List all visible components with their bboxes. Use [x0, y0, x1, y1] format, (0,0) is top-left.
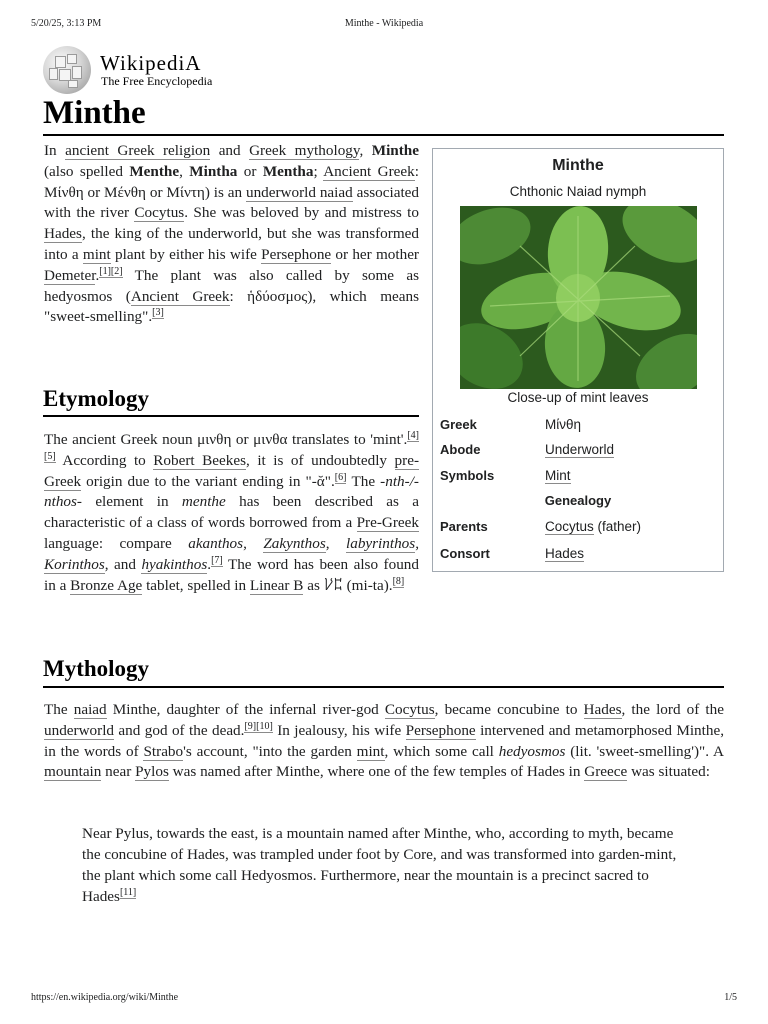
link-bronze-age[interactable]: Bronze Age [70, 576, 143, 594]
etymology-paragraph: The ancient Greek noun μινθη or μινθα translates to 'mint'.[4][5] According to Robert Beekes, it is of undoubtedly pre-Greek origin due to the variant ending in "-ᾰ".[6] The -nth-/-nthos- element in menthe has been described as a characteristic of a class of words borrowed from a Pre-Greek language: compare akanthos, Zakynthos, labyrinthos, Korinthos, and hyakinthos.[7] The word has been also found in a Bronze Age tablet, spelled in Linear B as 𐀖𐀲 (mi-ta).[8] [44, 430, 420, 594]
link-ancient-greek[interactable]: Ancient Greek [323, 162, 415, 180]
infobox-row-parents: Parents Cocytus (father) [440, 519, 642, 534]
link-underworld[interactable]: underworld [44, 721, 115, 739]
link-hades-infobox[interactable]: Hades [545, 546, 585, 561]
link-demeter[interactable]: Demeter [44, 266, 96, 284]
infobox-row-symbols: Symbols Mint [440, 468, 571, 483]
linear-b-glyphs: 𐀖𐀲 [323, 576, 343, 594]
print-datetime: 5/20/25, 3:13 PM [31, 18, 102, 29]
link-ancient-greek-2[interactable]: Ancient Greek [130, 287, 230, 305]
link-pre-greek[interactable]: pre-Greek [44, 451, 419, 490]
wikipedia-wordmark: WikipediA [100, 51, 202, 75]
link-robert-beekes[interactable]: Robert Beekes [153, 451, 247, 469]
link-mint[interactable]: mint [82, 245, 111, 263]
wikipedia-tagline: The Free Encyclopedia [101, 74, 213, 88]
link-cocytus-infobox[interactable]: Cocytus [545, 519, 594, 534]
link-cocytus[interactable]: Cocytus [134, 204, 185, 222]
link-mint-2[interactable]: mint [356, 742, 385, 760]
link-korinthos[interactable]: Korinthos [44, 555, 105, 573]
print-page-number: 1/5 [724, 992, 737, 1003]
link-persephone-2[interactable]: Persephone [405, 721, 476, 739]
strabo-blockquote: Near Pylus, towards the east, is a mountain named after Minthe, who, according to myth, became the concubine of Hades, was trampled under foot by Core, and was transformed into garden-mint, the plant which some call Hedyosmos. Furthermore, near the mountain is a precinct sacred to Hades[11] [82, 825, 677, 905]
infobox-row-greek: Greek Μίνθη [440, 417, 582, 432]
link-zakynthos[interactable]: Zakynthos [263, 534, 326, 552]
link-cocytus-2[interactable]: Cocytus [384, 701, 435, 718]
infobox-caption: Close-up of mint leaves [507, 390, 649, 405]
link-linear-b[interactable]: Linear B [249, 576, 304, 594]
infobox [432, 148, 724, 572]
link-labyrinthos[interactable]: labyrinthos [346, 534, 416, 552]
link-greek-mythology[interactable]: Greek mythology [249, 142, 360, 159]
link-hades[interactable]: Hades [44, 225, 82, 243]
ref-10[interactable]: [10] [256, 720, 273, 732]
ref-7[interactable]: [7] [211, 554, 223, 566]
wikipedia-logo[interactable] [43, 46, 293, 94]
infobox-genealogy-heading: Genealogy [544, 493, 612, 508]
title-rule [43, 134, 724, 136]
link-strabo[interactable]: Strabo [143, 742, 184, 760]
page-title: Minthe [43, 95, 146, 131]
link-hades-2[interactable]: Hades [583, 701, 622, 718]
ref-1[interactable]: [1] [99, 265, 111, 277]
link-underworld-naiad[interactable]: underworld naiad [245, 183, 353, 201]
link-mint-infobox[interactable]: Mint [545, 468, 571, 483]
mythology-rule [43, 686, 724, 688]
ref-2[interactable]: [2] [110, 265, 123, 277]
etymology-rule [43, 415, 419, 417]
bold-minthe: Minthe [371, 142, 419, 159]
link-mountain[interactable]: mountain [44, 763, 102, 781]
link-greece[interactable]: Greece [584, 763, 628, 781]
link-hyakinthos[interactable]: hyakinthos [141, 555, 208, 573]
ref-8[interactable]: [8] [392, 575, 405, 587]
infobox-title: Minthe [552, 157, 604, 174]
ref-11[interactable]: [11] [119, 887, 137, 898]
wikipedia-globe-icon [43, 46, 91, 94]
link-ancient-greek-religion[interactable]: ancient Greek religion [65, 142, 211, 159]
mythology-paragraph: The naiad Minthe, daughter of the infernal river-god Cocytus, became concubine to Hades, the lord of the underworld and god of the dead.[9][10] In jealousy, his wife Persephone intervened and metamorphosed Minthe, in the words of Strabo's account, "into the garden mint, which some call hedyosmos (lit. 'sweet-smelling')". A mountain near Pylos was named after Minthe, where one of the few temples of Hades in Greece was situated: [44, 701, 724, 781]
ref-5[interactable]: [5] [44, 450, 56, 462]
ref-3[interactable]: [3] [152, 307, 164, 319]
link-pylos[interactable]: Pylos [135, 763, 169, 781]
etymology-heading: Etymology [43, 386, 150, 411]
infobox-row-abode: Abode Underworld [440, 442, 615, 457]
print-header [31, 18, 737, 32]
link-pre-greek-2[interactable]: Pre-Greek [356, 514, 419, 532]
mint-leaves-image[interactable] [460, 206, 697, 389]
print-url: https://en.wikipedia.org/wiki/Minthe [31, 992, 179, 1003]
intro-paragraph: In ancient Greek religion and Greek mythology, Minthe (also spelled Menthe, Mintha or Mentha; Ancient Greek: Μίνθη or Μένθη or Μίντη) is an underworld naiad associated with the river Cocytus. She was beloved by and mistress to Hades, the king of the underworld, but she was transformed into a mint plant by either his wife Persephone or her mother Demeter.[1][2] The plant was also called by some as hedyosmos (Ancient Greek: ἡδύοσμος), which means "sweet-smelling".[3] [44, 142, 420, 326]
ref-4[interactable]: [4] [407, 430, 419, 441]
infobox-subtitle: Chthonic Naiad nymph [509, 184, 647, 199]
link-underworld-infobox[interactable]: Underworld [545, 442, 615, 457]
mythology-heading: Mythology [43, 656, 150, 681]
infobox-row-consort: Consort Hades [440, 546, 585, 561]
ref-6[interactable]: [6] [334, 471, 347, 483]
link-persephone[interactable]: Persephone [261, 245, 332, 263]
ref-9[interactable]: [9] [244, 720, 257, 732]
link-naiad[interactable]: naiad [73, 701, 107, 718]
print-tab-title: Minthe - Wikipedia [344, 18, 424, 29]
